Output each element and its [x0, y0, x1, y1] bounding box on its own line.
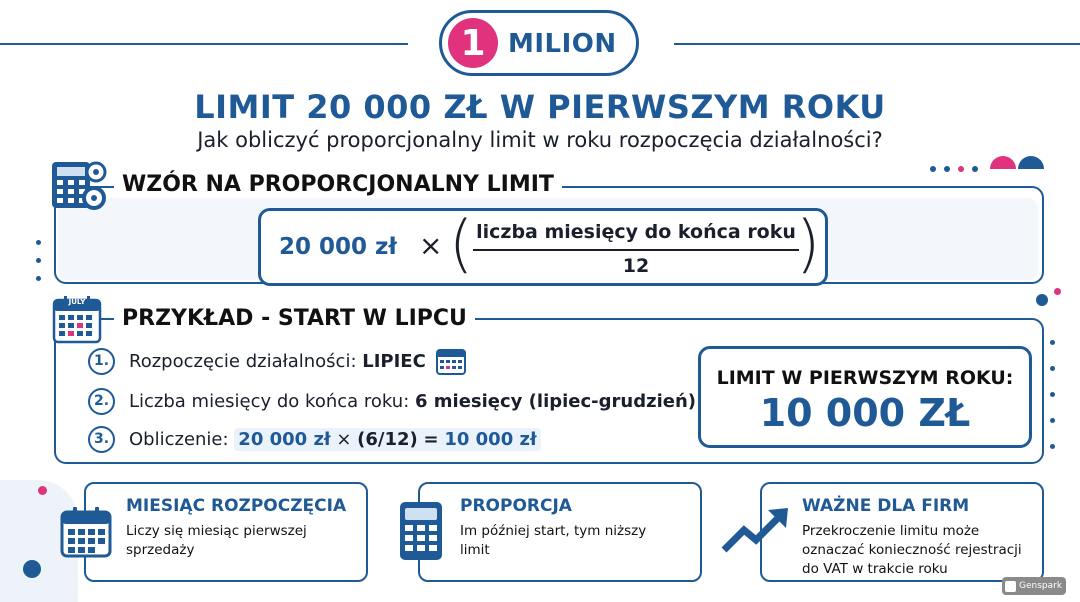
- decor-dot: [36, 258, 41, 263]
- step-value: 6 miesięcy (lipiec-grudzień): [414, 390, 696, 412]
- decor-dot: [36, 240, 41, 245]
- card-start-month: [84, 482, 368, 582]
- calendar-month-label: JULY: [68, 298, 86, 306]
- decor-dot: [958, 166, 964, 172]
- step-number: 3.: [88, 426, 115, 453]
- decor-half-circle: [990, 156, 1016, 182]
- result-label: LIMIT W PIERWSZYM ROKU:: [716, 367, 1014, 389]
- step-value: LIPIEC: [362, 350, 426, 372]
- fraction-bar: [473, 249, 799, 251]
- calc-amount: 20 000 zł: [238, 428, 331, 450]
- logo-number: 1: [448, 18, 498, 68]
- card-text: Liczy się miesiąc pierwszej sprzedaży: [126, 523, 307, 558]
- calculation: [234, 428, 540, 451]
- decor-dot: [1050, 392, 1055, 397]
- decor-dot: [23, 560, 41, 578]
- trend-arrow-icon: [720, 506, 790, 556]
- decor-dot: [1050, 366, 1055, 371]
- calc-fraction: (6/12): [357, 428, 418, 450]
- formula-section-title: WZÓR NA PROPORCJONALNY LIMIT: [114, 172, 562, 197]
- page-title: LIMIT 20 000 ZŁ W PIERWSZYM ROKU: [194, 88, 886, 126]
- logo-text: MILION: [508, 29, 617, 59]
- decor-dot: [1050, 418, 1055, 423]
- decor-dot: [944, 166, 950, 172]
- calculator-icon: [398, 500, 444, 562]
- step-text: [129, 351, 426, 372]
- decor-dot: [1054, 288, 1061, 295]
- formula-times: ×: [419, 229, 443, 262]
- formula-paren-left: (: [449, 207, 474, 280]
- decor-half-circle: [1018, 156, 1044, 182]
- card-proportion: [418, 482, 702, 582]
- card-text: Im później start, tym niższy limit: [460, 523, 647, 558]
- step-text: [129, 429, 541, 450]
- result-box: [698, 346, 1032, 448]
- example-section-title: PRZYKŁAD - START W LIPCU: [114, 306, 475, 331]
- formula-paren-right: ): [796, 207, 821, 280]
- page-subtitle: Jak obliczyć proporcjonalny limit w roku rozpoczęcia działalności?: [197, 128, 883, 152]
- milion-logo: [439, 10, 639, 76]
- step-3: [88, 424, 541, 454]
- step-2: [88, 386, 696, 416]
- card-title: MIESIĄC ROZPOCZĘCIA: [126, 496, 347, 516]
- decor-dot: [972, 166, 978, 172]
- calendar-icon: [60, 506, 112, 558]
- card-title: PROPORCJA: [460, 496, 572, 516]
- formula-denominator: 12: [622, 255, 650, 277]
- calc-operator: ×: [336, 428, 352, 450]
- decor-dot: [1050, 340, 1055, 345]
- card-important: [760, 482, 1044, 582]
- formula-box: [258, 208, 828, 286]
- calendar-small-icon: [436, 347, 466, 375]
- header-line-left: [0, 43, 408, 45]
- decor-dot: [1036, 294, 1048, 306]
- calculator-gear-icon: [50, 158, 108, 212]
- formula-numerator: liczba miesięcy do końca roku: [476, 221, 796, 243]
- genspark-icon: [1005, 581, 1016, 592]
- step-text: [129, 391, 696, 412]
- step-label: Rozpoczęcie działalności:: [129, 350, 363, 372]
- step-1: [88, 346, 466, 376]
- genspark-label: Genspark: [1019, 581, 1063, 591]
- step-number: 2.: [88, 388, 115, 415]
- result-value: 10 000 ZŁ: [759, 391, 971, 435]
- decor-dot: [1050, 444, 1055, 449]
- decor-dot: [36, 276, 41, 281]
- calc-result: 10 000 zł: [444, 428, 537, 450]
- genspark-watermark: [1002, 577, 1066, 595]
- header-line-right: [674, 43, 1080, 45]
- calc-equals: =: [423, 428, 439, 450]
- step-label: Obliczenie:: [129, 428, 235, 450]
- formula-amount: 20 000 zł: [279, 234, 397, 260]
- decor-dot: [930, 166, 936, 172]
- step-label: Liczba miesięcy do końca roku:: [129, 390, 415, 412]
- decor-dot: [38, 486, 47, 495]
- card-text: Przekroczenie limitu może oznaczać konieczność rejestracji do VAT w trakcie roku: [802, 523, 1022, 577]
- card-title: WAŻNE DLA FIRM: [802, 496, 970, 516]
- step-number: 1.: [88, 348, 115, 375]
